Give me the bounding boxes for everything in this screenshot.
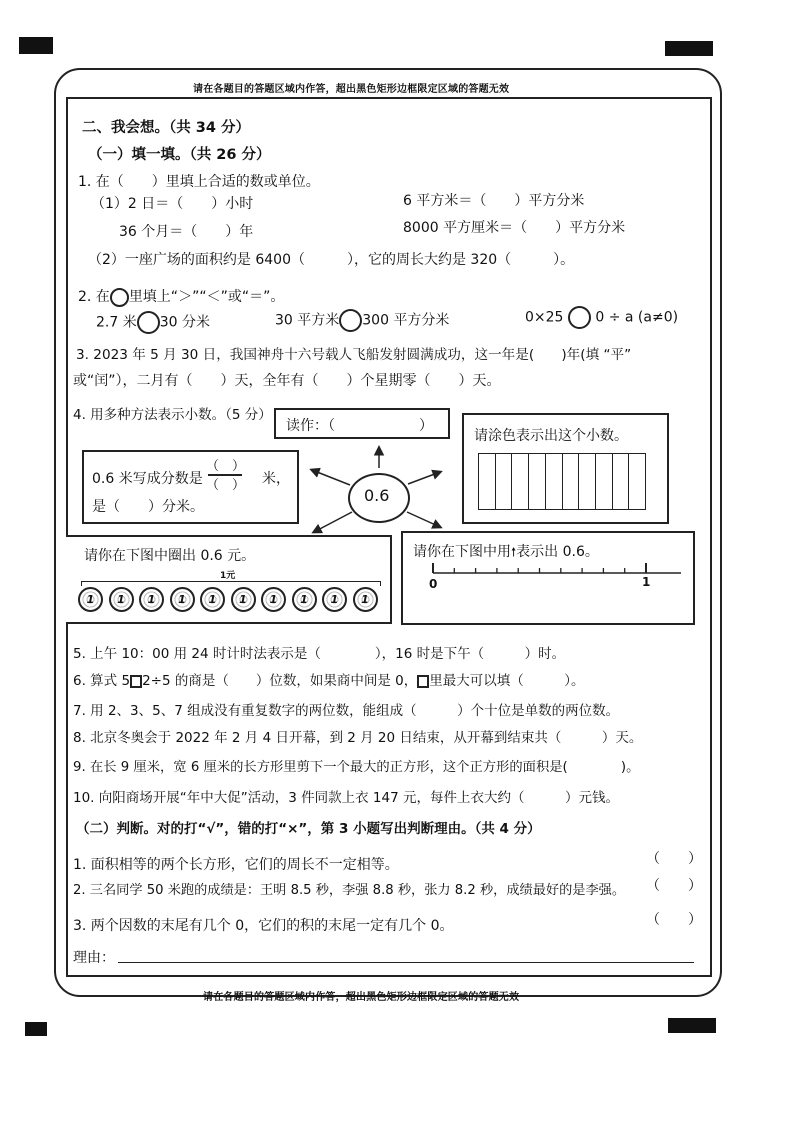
number-line-title-pre: 请你在下图中用 [413,544,511,560]
money-box [66,535,392,624]
judge-1: 1. 面积相等的两个长方形，它们的周长不一定相等。 [73,857,399,873]
q2-c-right: 0 ÷ a (a≠0) [595,309,679,326]
part2-title: （二）判断。对的打“√”，错的打“×”，第 3 小题写出判断理由。（共 4 分） [76,821,541,837]
color-cell[interactable] [511,454,528,509]
q2-stem-pre: 2. 在 [78,289,110,305]
number-line-start: 0 [429,577,438,591]
q6-blank-square-2[interactable] [417,675,429,688]
color-cell[interactable] [595,454,612,509]
q2-b-left: 30 平方米 [275,312,340,329]
notice-top: 请在各题目的答题区域内作答，超出黑色矩形边框限定区域的答题无效 [193,84,510,95]
q6 [73,669,584,689]
coin-icon[interactable]: 1 [292,587,317,612]
color-cell[interactable] [495,454,512,509]
number-line-title-post: 表示出 0.6。 [516,544,599,560]
registration-mark-top-left [19,37,53,54]
read-as-box [274,408,450,439]
fraction-denominator: （ ） [206,478,246,493]
fraction-line2: 是（ ）分米。 [92,499,204,515]
q1-item-a: （1）2 日＝（ ）小时 [91,196,254,212]
registration-mark-bottom-left [25,1022,47,1036]
color-cell[interactable] [479,454,495,509]
coin-icon[interactable]: 1 [200,587,225,612]
coin-icon[interactable]: 1 [139,587,164,612]
q8: 8. 北京冬奥会于 2022 年 2 月 4 日开幕，到 2 月 20 日结束，从开幕到结束共（ ）天。 [73,730,643,746]
judge-2-paren[interactable]: （ ） [646,878,702,894]
q2-item-b [275,309,449,332]
money-title: 请你在下图中圈出 0.6 元。 [84,548,256,564]
q10: 10. 向阳商场开展“年中大促”活动，3 件同款上衣 147 元，每件上衣大约（ ）元钱。 [73,790,619,806]
judge-1-paren[interactable]: （ ） [646,851,702,867]
fraction-box [82,450,299,524]
coin-icon[interactable]: 1 [170,587,195,612]
q6-post: 里最大可以填（ ）。 [429,673,585,689]
coin-icon[interactable]: 1 [322,587,347,612]
q3-line1: 3. 2023 年 5 月 30 日，我国神舟十六号载人飞船发射圆满成功，这一年是( )年(填 “平” [76,347,632,363]
money-label: 1元 [220,571,236,581]
fraction-prefix: 0.6 米写成分数是 [92,471,203,487]
q3-line2: 或“闰”），二月有（ ）天，全年有（ ）个星期零（ ）天。 [73,373,501,389]
fraction-unit: 米， [262,471,290,487]
color-cell[interactable] [578,454,595,509]
q1-item-c: 36 个月＝（ ）年 [119,224,254,240]
reason-label: 理由： [73,950,115,966]
q1-item-b: 6 平方米＝（ ）平方分米 [403,193,585,209]
q2-a-right: 30 分米 [159,314,210,331]
q7: 7. 用 2、3、5、7 组成没有重复数字的两位数，能组成（ ）个十位是单数的两位数。 [73,703,620,719]
q6-pre: 6. 算式 5 [73,673,131,689]
section-title: 二、我会想。（共 34 分） [82,120,251,136]
coin-icon[interactable]: 1 [353,587,378,612]
coin-icon[interactable]: 1 [261,587,286,612]
up-arrow-icon: 🠕 [511,545,517,559]
money-bracket [81,581,381,586]
fraction-numerator: （ ） [206,459,246,474]
registration-mark-bottom-right [668,1018,716,1033]
judge-3: 3. 两个因数的末尾有几个 0，它们的积的末尾一定有几个 0。 [73,918,454,934]
judge-3-paren[interactable]: （ ） [646,912,702,928]
color-grid [478,453,646,510]
q2-item-a [96,311,210,334]
color-box [462,413,669,524]
q2-stem [78,286,284,307]
number-line-box [401,531,695,625]
coin-icon[interactable]: 1 [109,587,134,612]
color-cell[interactable] [628,454,645,509]
q9: 9. 在长 9 厘米，宽 6 厘米的长方形里剪下一个最大的正方形，这个正方形的面积是( )。 [73,760,640,775]
color-cell[interactable] [545,454,562,509]
part1-title: （一）填一填。（共 26 分） [88,147,271,163]
color-cell[interactable] [528,454,545,509]
q2-c-circle[interactable] [568,306,591,329]
q1-stem: 1. 在（ ）里填上合适的数或单位。 [78,174,320,190]
color-cell[interactable] [562,454,579,509]
color-cell[interactable] [612,454,629,509]
q2-c-left: 0×25 [525,309,564,326]
number-line-end: 1 [642,575,651,589]
read-as-text: 读作：（ ） [286,418,433,434]
q5: 5. 上午 10：00 用 24 时计时法表示是（ ），16 时是下午（ ）时。 [73,646,566,662]
q2-a-circle[interactable] [137,311,160,334]
q2-stem-post: 里填上“＞”“＜”或“＝”。 [128,289,285,305]
reason-line[interactable] [118,962,694,963]
q2-item-c [525,306,678,329]
q6-mid: 2÷5 的商是（ ）位数，如果商中间是 0， [142,673,418,689]
notice-bottom: 请在各题目的答题区域内作答，超出黑色矩形边框限定区域的答题无效 [203,992,520,1003]
judge-2: 2. 三名同学 50 米跑的成绩是：王明 8.5 秒，李强 8.8 秒，张力 8.2 秒，成绩最好的是李强。 [73,883,626,898]
coin-icon[interactable]: 1 [231,587,256,612]
q1-item-e: （2）一座广场的面积约是 6400（ ），它的周长大约是 320（ ）。 [88,252,575,268]
registration-mark-top-right [665,41,713,56]
q2-b-circle[interactable] [339,309,362,332]
coin-icon[interactable]: 1 [78,587,103,612]
q1-item-d: 8000 平方厘米＝（ ）平方分米 [403,220,626,236]
q4-stem: 4. 用多种方法表示小数。（5 分） [73,407,272,423]
q2-b-right: 300 平方分米 [362,312,450,329]
color-title: 请涂色表示出这个小数。 [474,428,628,444]
q2-a-left: 2.7 米 [96,314,137,331]
center-value: 0.6 [364,486,390,505]
q6-blank-square-1[interactable] [130,675,142,688]
compare-circle-icon [110,288,129,307]
